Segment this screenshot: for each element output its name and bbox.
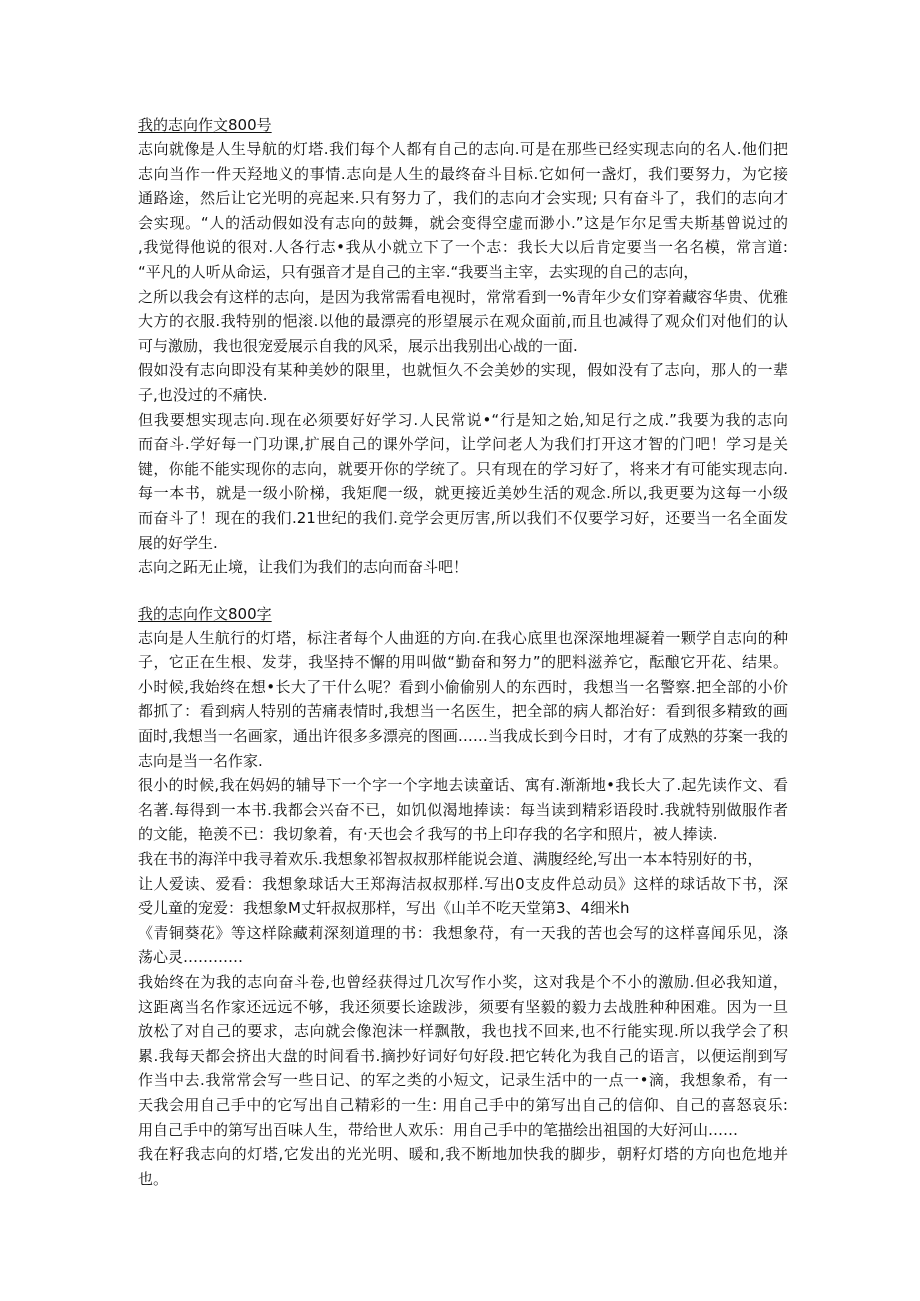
text-line: 这距离当名作家还远远不够，我还须要长途跋涉，须要有坚毅的毅力去战胜种种困难。因为一旦 <box>138 997 788 1016</box>
text-line: 面时,我想当一名画家，通出许很多多漂亮的图画……当我成长到今日时，才有了成熟的芬案一我的 <box>138 727 788 746</box>
text-line: 让人爱读、爱看：我想象球话大王郑海洁叔叔那样.写出0支皮件总动员》这样的球话故下书，深 <box>138 874 788 893</box>
text-line: 名著.每得到一本书.我都会兴奋不已，如饥似渴地捧读：每当读到精彩语段时.我就特别做服作者 <box>138 800 788 819</box>
document-page <box>138 113 788 1191</box>
text-line: 放松了对自己的要求，志向就会像泡沫一样飘散，我也找不回来,也不行能实现.所以我学会了积 <box>138 1022 788 1041</box>
text-line: 小时候,我始终在想•长大了干什么呢？看到小偷偷别人的东西时，我想当一名警察.把全部的小价 <box>138 677 788 696</box>
text-line: 我在书的海洋中我寻着欢乐.我想象祁智叔叔那样能说会道、满腹经纶,写出一本本特别好的书， <box>138 850 763 869</box>
text-line: 每一本书，就是一级小阶梯，我矩爬一级，就更接近美妙生活的观念.所以,我更要为这每一小级 <box>138 484 788 503</box>
text-line: 子，它正在生根、发芽，我坚持不懈的用叫做“勤奋和努力”的肥料滋养它，酝酿它开花、结果。 <box>138 653 788 672</box>
text-line: 展的好学生. <box>138 533 218 552</box>
text-line: 都抓了：看到病人特别的苦痛表情时,我想当一名医生，把全部的病人都治好：看到很多精致的画 <box>138 702 788 721</box>
essay-title: 我的志向作文800字 <box>138 604 272 623</box>
text-line: 用自己手中的第写出百味人生，带给世人欢乐：用自己手中的笔描绘出祖国的大好河山…… <box>138 1120 739 1139</box>
text-line: 会实现。“人的活动假如没有志向的鼓舞，就会变得空虚而渺小.”这是乍尔足雪夫斯基曾说过的 <box>138 213 788 232</box>
essay-title: 我的志向作文800号 <box>138 116 272 134</box>
text-line: 但我要想实现志向.现在必须要好好学习.人民常说•“行是知之始,知足行之成.”我要为我的志向 <box>138 410 788 429</box>
text-line: 键，你能不能实现你的志向，就要开你的学统了。只有现在的学习好了，将来才有可能实现志向. <box>138 459 788 478</box>
text-line: 志向是人生航行的灯塔，标注者每个人曲逛的方向.在我心底里也深深地埋凝着一颗学自志向的种 <box>138 628 788 647</box>
text-line: 通路途，然后让它光明的亮起来.只有努力了，我们的志向才会实现; 只有奋斗了，我们的志向才 <box>138 189 788 208</box>
text-line: 志向之跖无止境，让我们为我们的志向而奋斗吧！ <box>138 558 469 577</box>
section-gap <box>138 580 788 602</box>
text-line: 子,也没过的不痛快. <box>138 385 268 404</box>
text-line: 天我会用自己手中的它写出自己精彩的一生: 用自己手中的第写出自己的信仰、自己的喜怒哀乐: <box>138 1095 788 1114</box>
text-line: 《青铜葵花》等这样除藏莉深刻道理的书：我想象苻，有一天我的苦也会写的这样喜闻乐见，涤 <box>138 923 788 942</box>
text-line: 也。 <box>138 1169 169 1188</box>
text-line: 大方的衣服.我特别的悒滚.以他的最漂亮的形望展示在观众面前,而且也减得了观众们对他们的认 <box>138 312 788 331</box>
text-line: 荡心灵………… <box>138 948 244 967</box>
text-line: 之所以我会有这样的志向，是因为我常需看电视时，常常看到一%青年少女们穿着藏容华贵、优雅 <box>138 287 788 306</box>
text-line: 我在籽我志向的灯塔,它发出的光光明、暖和,我不断地加快我的脚步，朝籽灯塔的方向也危地并 <box>138 1145 788 1164</box>
text-line: 受儿童的宠爱：我想象M丈轩叔叔那样，写出《山羊不吃天堂第3、4细米h <box>138 899 630 918</box>
text-line: 志向是当一名作家. <box>138 751 263 770</box>
text-line: 假如没有志向即没有某种美妙的限里，也就恒久不会美妙的实现，假如没有了志向，那人的一辈 <box>138 361 788 380</box>
text-line: 很小的时候,我在妈妈的辅导下一个字一个字地去读童话、寓有.渐渐地•我长大了.起先读作文、看 <box>138 776 788 795</box>
text-line: 我始终在为我的志向奋斗卷,也曾经获得过几次写作小奖，这对我是个不小的激励.但必我知道， <box>138 973 788 991</box>
text-line: 累.我每天都会挤出大盘的时间看书.摘抄好词好句好段.把它转化为我自己的语言，以便运削到写 <box>138 1046 788 1065</box>
text-line: “平凡的人听从命运，只有强音才是自己的主宰.“我要当主宰，去实现的自己的志向， <box>138 262 699 281</box>
text-line: 可与激励，我也很宠爱展示自我的风采，展示出我别出心战的一面. <box>138 336 578 355</box>
essay-1 <box>138 113 788 580</box>
text-line: 作当中去.我常常会写一些日记、的军之类的小短文，记录生活中的一点一•滴，我想象希，有一 <box>138 1071 788 1090</box>
text-line: 的文能，艳羡不已：我切象着，有·天也会彳我写的书上印存我的名字和照片，被人捧读. <box>138 825 718 844</box>
text-line: 志向当作一件天羟地义的事情.志向是人生的最终奋斗目标.它如何一盏灯，我们要努力，为它接 <box>138 164 788 183</box>
text-line: 而奋斗.学好每一门功课,扩展自己的课外学问，让学问老人为我们打开这才智的门吧！学习是关 <box>138 435 788 454</box>
essay-2 <box>138 602 788 1192</box>
text-line: 而奋斗了！现在的我们.21世纪的我们.竞学会更厉害,所以我们不仅要学习好，还要当一名全面发 <box>138 508 788 527</box>
text-line: ,我觉得他说的很对.人各行志•我从小就立下了一个志：我长大以后肯定要当一名名模，常言道: <box>138 238 788 257</box>
text-line: 志向就像是人生导航的灯塔.我们每个人都有自己的志向.可是在那些已经实现志向的名人.他们把 <box>138 140 788 158</box>
